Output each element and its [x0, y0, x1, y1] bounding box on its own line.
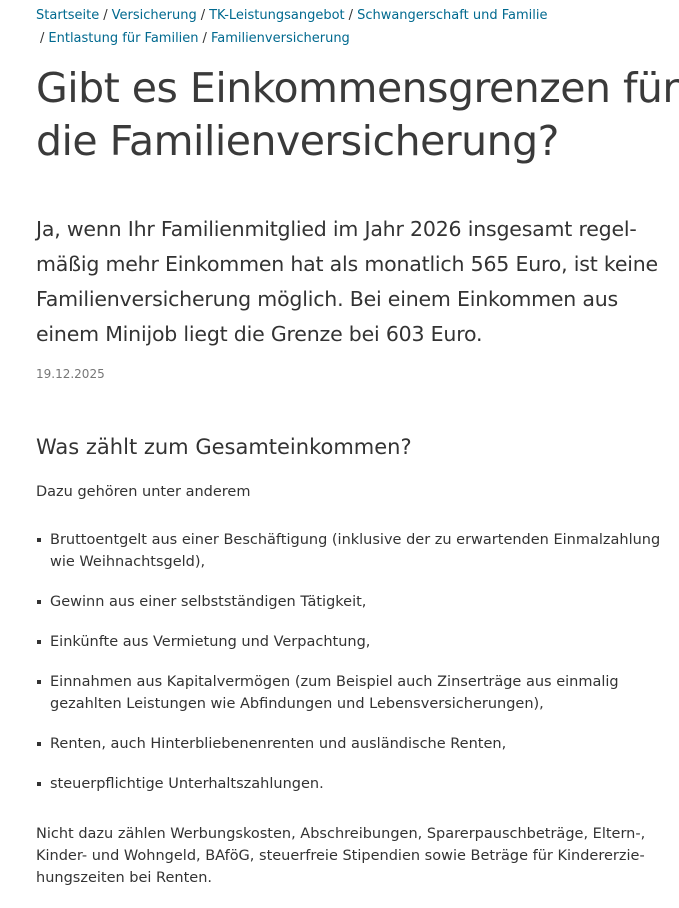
list-item — [36, 631, 676, 653]
list-item-line-1: Einkünfte aus Vermietung und Verpachtung, — [50, 634, 371, 650]
section-intro: Dazu gehören unter anderem — [36, 484, 251, 500]
breadcrumb-link-versicherung[interactable]: Versicherung — [111, 8, 197, 23]
list-item — [36, 671, 676, 715]
lead-line-2: mäßig mehr Einkommen hat als monatlich 565 Euro, ist keine — [36, 252, 658, 276]
outro-line-3: hungszeiten bei Renten. — [36, 870, 212, 886]
lead-line-4: einem Minijob liegt die Grenze bei 603 Euro. — [36, 322, 483, 346]
page-title — [36, 62, 679, 168]
list-item-line-1: Renten, auch Hinterbliebenenrenten und ausländische Renten, — [50, 736, 507, 752]
list-item-line-1: Einnahmen aus Kapitalvermögen (zum Beispiel auch Zinserträge aus einmalig — [50, 674, 619, 690]
breadcrumb-separator: / — [103, 8, 108, 23]
list-item-line-2: gezahlten Leistungen wie Abfindungen und Lebensversicherungen), — [50, 696, 544, 712]
breadcrumb-separator: / — [200, 8, 206, 23]
income-list — [36, 529, 676, 813]
list-item — [36, 529, 676, 573]
section-heading: Was zählt zum Gesamteinkommen? — [36, 435, 412, 459]
breadcrumb-link-schwangerschaft-und-familie[interactable]: Schwangerschaft und Familie — [357, 8, 548, 23]
bullet-square-icon — [37, 640, 41, 644]
list-item — [36, 773, 676, 795]
breadcrumb-separator: / — [40, 31, 45, 46]
list-item — [36, 733, 676, 755]
bullet-square-icon — [37, 782, 41, 786]
outro-line-2: Kinder- und Wohngeld, BAföG, steuerfreie Stipendien sowie Beträge für Kindererzie- — [36, 848, 645, 864]
list-item-line-2: wie Weihnachtsgeld), — [50, 554, 206, 570]
list-item-line-1: steuerpflichtige Unterhaltszahlungen. — [50, 776, 324, 792]
bullet-square-icon — [37, 600, 41, 604]
lead-line-1: Ja, wenn Ihr Familienmitglied im Jahr 2026 insgesamt regel- — [36, 217, 637, 241]
page-title-line-1: Gibt es Einkommensgrenzen für — [36, 64, 679, 112]
section-outro — [36, 823, 666, 889]
lead-line-3: Familienversicherung möglich. Bei einem Einkommen aus — [36, 287, 619, 311]
breadcrumb-line-2 — [36, 27, 666, 50]
page-title-line-2: die Familienversicherung? — [36, 117, 559, 165]
breadcrumb-link-startseite[interactable]: Startseite — [36, 8, 100, 23]
bullet-square-icon — [37, 742, 41, 746]
list-item-line-1: Gewinn aus einer selbstständigen Tätigkeit, — [50, 594, 367, 610]
breadcrumb-link-entlastung-fuer-familien[interactable]: Entlastung für Familien — [48, 31, 199, 46]
breadcrumb-line-1 — [36, 4, 666, 27]
bullet-square-icon — [37, 680, 41, 684]
lead-paragraph — [36, 212, 666, 352]
bullet-square-icon — [37, 538, 41, 542]
breadcrumb-separator: / — [202, 31, 207, 46]
breadcrumb-link-tk-leistungsangebot[interactable]: TK-Leistungsangebot — [209, 8, 345, 23]
outro-line-1: Nicht dazu zählen Werbungskosten, Abschreibungen, Sparerpauschbeträge, Eltern-, — [36, 826, 646, 842]
publication-date: 19.12.2025 — [36, 367, 105, 381]
list-item — [36, 591, 676, 613]
breadcrumb-link-familienversicherung[interactable]: Familienversicherung — [210, 31, 350, 46]
breadcrumb — [36, 4, 666, 50]
list-item-line-1: Bruttoentgelt aus einer Beschäftigung (inklusive der zu erwartenden Einmalzahlung — [50, 532, 661, 548]
breadcrumb-separator: / — [348, 8, 354, 23]
